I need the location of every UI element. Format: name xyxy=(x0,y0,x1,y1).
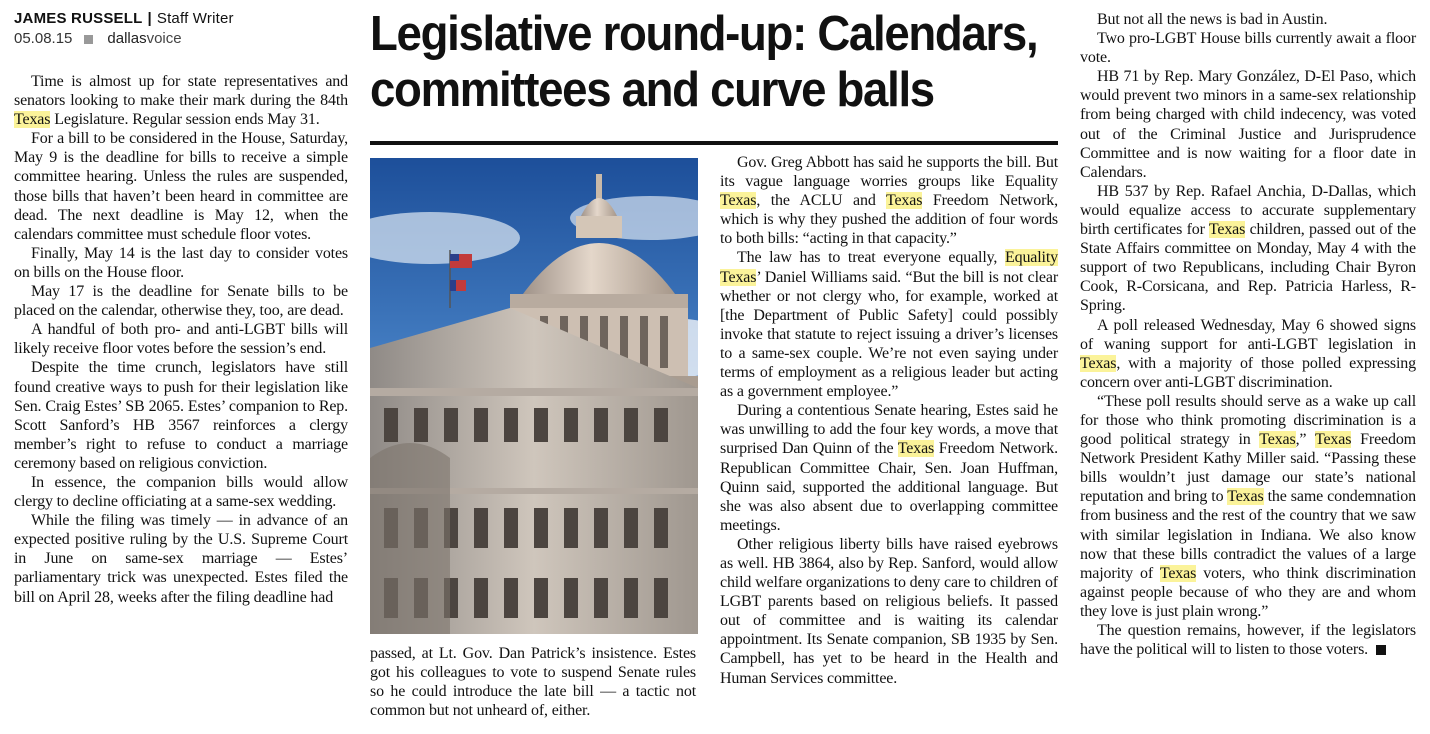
highlight: Texas xyxy=(885,192,923,210)
paragraph: Other religious liberty bills have raised eyebrows as well. HB 3864, also by Rep. Sanford, would allow child welfare organizations to deny care to children of LGBT parents based on religious beliefs. It passed out of committee and is waiting its calendar appointment. Its Senate companion, SB 1935 by Sen. Campbell, has yet to be heard in the Health and Human Services committee. xyxy=(720,535,1058,687)
paragraph: “These poll results should serve as a wake up call for those who think promoting discrimination is a good political strategy in Texas,” Texas Freedom Network President Kathy Miller said. “Passing these bills wouldn’t just damage our state’s national reputation and bring to Texas the same condemnation from business and the rest of the country that we saw with similar legislation in Indiana. We also know now that these bills contradict the values of a large majority of Texas voters, who think discrimination against people because of who they are and whom they love is just plain wrong.” xyxy=(1080,392,1416,620)
paragraph: A poll released Wednesday, May 6 showed signs of waning support for anti-LGBT legislation in Texas, with a majority of those polled expressing concern over anti-LGBT discrimination. xyxy=(1080,316,1416,391)
headline-line-1: Legislative round-up: Calendars, xyxy=(370,7,1038,61)
paragraph: During a contentious Senate hearing, Estes said he was unwilling to add the four key words, a move that surprised Dan Quinn of the Texas Freedom Network. Republican Committee Chair, Sen. Joan Huffman, Quinn said, supported the additional language. But she was also absent due to overlapping committee meetings. xyxy=(720,402,1059,534)
headline xyxy=(370,6,1038,118)
paragraph: HB 71 by Rep. Mary González, D-El Paso, which would prevent two minors in a same-sex relationship from being charged with child indecency, was voted out of the Criminal Justice and Jurisprudence Committee and is now waiting for a floor date in Calendars. xyxy=(1080,68,1416,181)
square-bullet-icon xyxy=(84,35,93,44)
paragraph: The law has to treat everyone equally, Equality Texas’ Daniel Williams said. “But the bill is not clear whether or not clergy who, for example, worked at [the Department of Public Safety] could possibly invoke that statute to reject issuing a driver’s licenses to a same-sex couple. We’re not even saying under terms of employment as a religious leader but acting as a government employee.” xyxy=(720,249,1058,401)
highlight: Texas xyxy=(1208,221,1246,239)
paragraph: passed, at Lt. Gov. Dan Patrick’s insistence. Estes got his colleagues to vote to suspend Senate rules so he could introduce the late bill — a tactic not common but not unheard of, either. xyxy=(370,645,696,720)
paragraph: Despite the time crunch, legislators have still found creative ways to push for their legislation like Sen. Craig Estes’ SB 2065. Estes’ companion to Rep. Scott Sanford’s HB 3567 reinforces a clergy member’s right to refuse to conduct a marriage ceremony based on religious conviction. xyxy=(14,359,348,472)
paragraph: In essence, the companion bills would allow clergy to decline officiating at a same-sex wedding. xyxy=(14,473,348,511)
publication-name: dallasvoice xyxy=(107,30,182,47)
article-column-4 xyxy=(1080,10,1416,659)
author-role: Staff Writer xyxy=(156,10,234,27)
highlight: Texas xyxy=(897,440,935,458)
paragraph: Time is almost up for state representatives and senators looking to make their mark during the 84th Texas Legislature. Regular session ends May 31. xyxy=(14,73,348,129)
highlight: Texas xyxy=(14,111,51,129)
paragraph: For a bill to be considered in the House, Saturday, May 9 is the deadline for bills to receive a simple committee hearing. Unless the rules are suspended, those bills that haven’t been heard in committee are dead. The next deadline is May 12, when the calendars committee must schedule floor votes. xyxy=(14,130,348,243)
publish-date: 05.08.15 xyxy=(14,30,73,47)
paragraph: HB 537 by Rep. Rafael Anchia, D-Dallas, which would equalize access to accurate supplementary birth certificates for Texas children, passed out of the State Affairs committee on Monday, May 4 with the support of two Republicans, including Chair Byron Cook, R-Corsicana, and Rep. Patricia Harless, R-Spring. xyxy=(1080,182,1417,315)
article-column-3 xyxy=(720,153,1058,688)
article-column-2 xyxy=(370,644,696,720)
paragraph: Gov. Greg Abbott has said he supports the bill. But its vague language worries groups like Equality Texas, the ACLU and Texas Freedom Network, which is why they pushed the addition of four words to both bills: “acting in that capacity.” xyxy=(720,154,1058,248)
article-column-1 xyxy=(14,72,348,607)
paragraph: A handful of both pro- and anti-LGBT bills will likely receive floor votes before the session’s end. xyxy=(14,321,348,358)
byline-separator: | xyxy=(147,10,152,27)
paragraph: But not all the news is bad in Austin. xyxy=(1097,11,1328,28)
paragraph: The question remains, however, if the legislators have the political will to listen to those voters. xyxy=(1080,622,1416,659)
highlight: Texas xyxy=(720,192,757,210)
byline xyxy=(14,10,354,47)
headline-rule xyxy=(370,141,1058,145)
highlight: Texas xyxy=(1259,431,1296,449)
highlight: Texas xyxy=(1080,354,1117,372)
highlight: Texas xyxy=(1314,431,1352,449)
highlight: Texas xyxy=(1227,488,1264,506)
paragraph: May 17 is the deadline for Senate bills to be placed on the calendar, otherwise they, too, are dead. xyxy=(14,283,348,320)
highlight: Texas xyxy=(1159,564,1197,582)
paragraph: While the filing was timely — in advance of an expected positive ruling by the U.S. Supreme Court in June on same-sex marriage — Estes’ parliamentary trick was unexpected. Estes filed the bill on April 28, weeks after the filing deadline had xyxy=(14,512,348,606)
headline-line-2: committees and curve balls xyxy=(370,63,934,117)
paragraph: Two pro-LGBT House bills currently await a floor vote. xyxy=(1080,30,1416,67)
paragraph: Finally, May 14 is the last day to consider votes on bills on the House floor. xyxy=(14,244,348,281)
end-mark-icon xyxy=(1376,645,1386,655)
capitol-photo xyxy=(370,158,698,634)
author-name: JAMES RUSSELL xyxy=(14,10,143,27)
highlight: Equality Texas xyxy=(720,249,1058,286)
